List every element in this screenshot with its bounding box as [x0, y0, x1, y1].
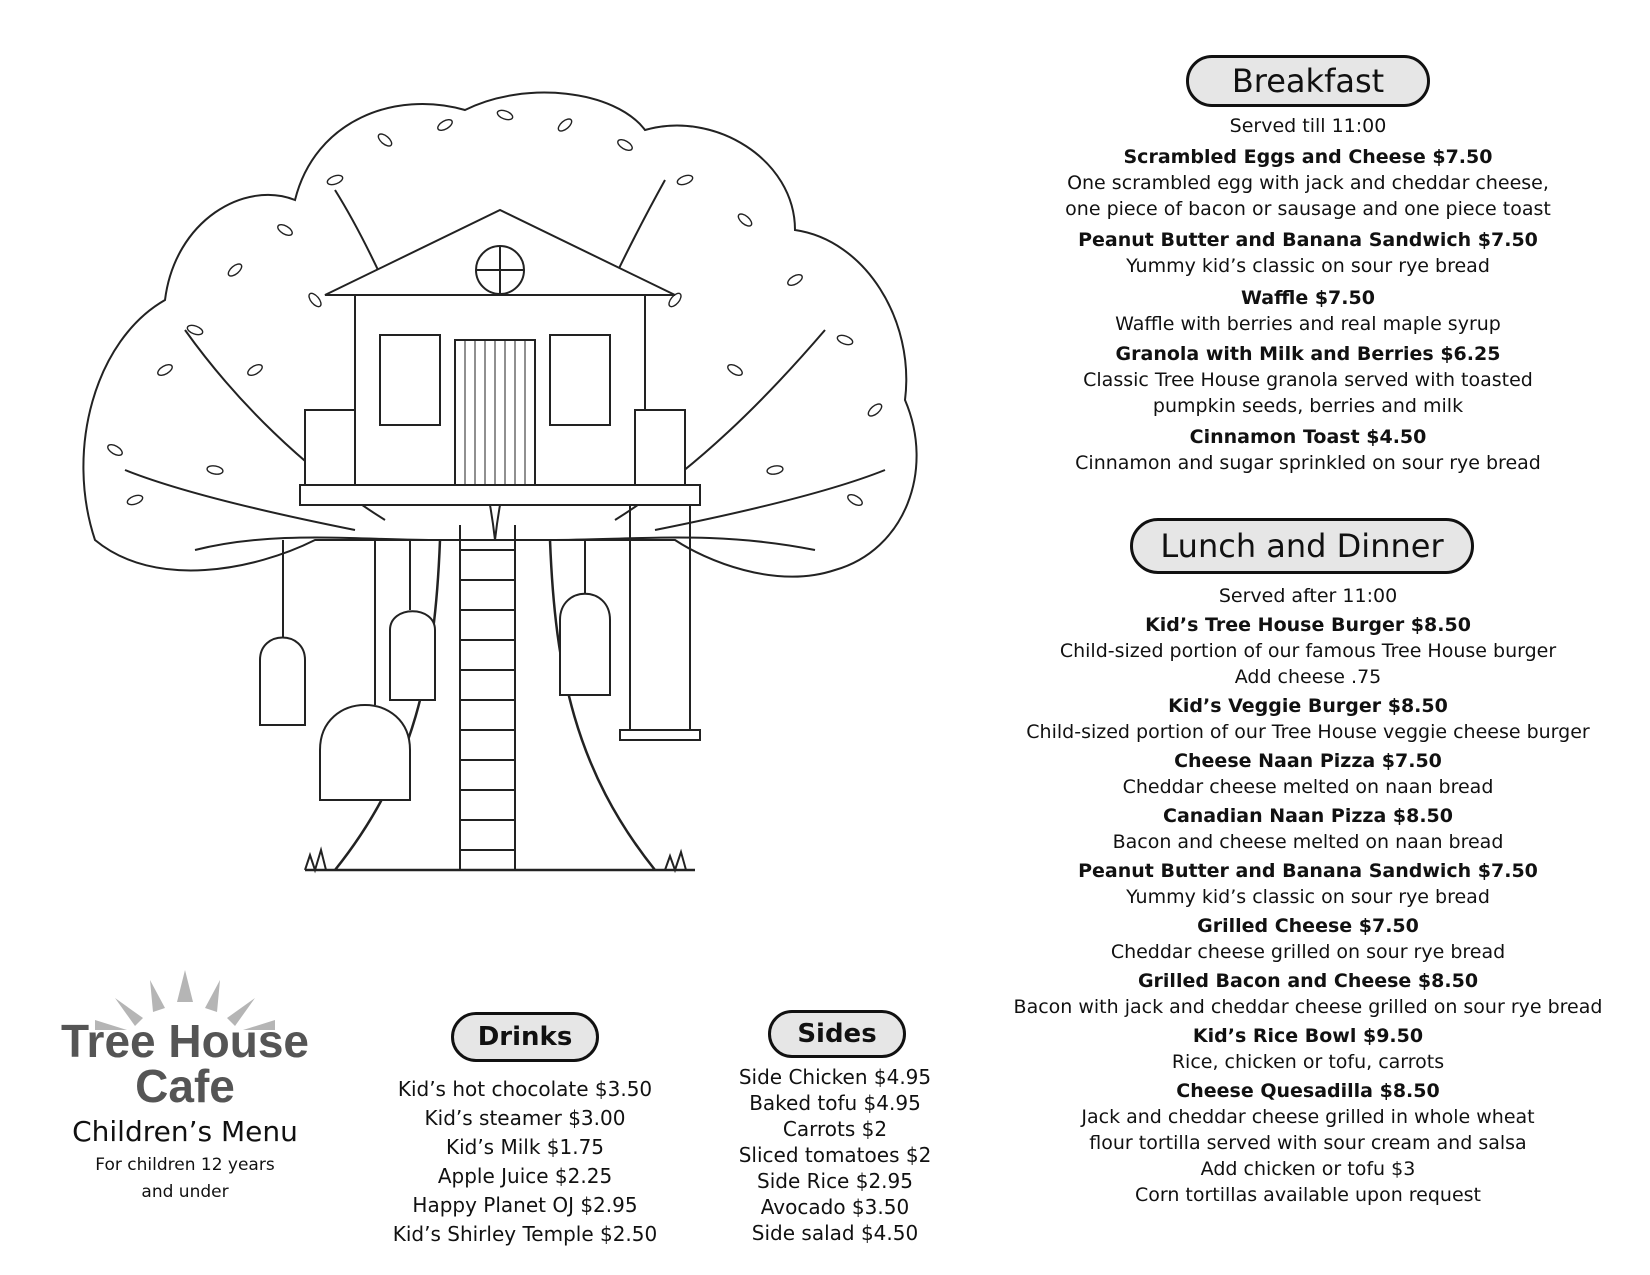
childrens-menu-title: Children’s Menu: [72, 1115, 298, 1148]
item-desc: Waffle with berries and real maple syrup: [1115, 313, 1501, 335]
item-name: Peanut Butter and Banana Sandwich $7.50: [1078, 229, 1538, 251]
lunch-item: [1000, 694, 1616, 745]
breakfast-item: [1000, 286, 1616, 337]
side-item: Avocado $3.50: [760, 1195, 910, 1219]
drink-item: Kid’s Milk $1.75: [445, 1135, 605, 1159]
breakfast-heading-label: Breakfast: [1231, 62, 1385, 100]
birdcages: [260, 540, 610, 800]
sides-list: [690, 1064, 980, 1246]
item-name: Scrambled Eggs and Cheese $7.50: [1123, 146, 1493, 168]
item-desc: Add chicken or tofu $3: [1200, 1158, 1416, 1180]
item-name: Grilled Bacon and Cheese $8.50: [1137, 970, 1479, 992]
breakfast-item: [1000, 228, 1616, 279]
item-name: Kid’s Veggie Burger $8.50: [1168, 695, 1448, 717]
side-item: Side Rice $2.95: [757, 1169, 913, 1193]
item-name: Kid’s Rice Bowl $9.50: [1192, 1025, 1424, 1047]
item-name: Waffle $7.50: [1241, 287, 1375, 309]
item-desc: Child-sized portion of our famous Tree House burger: [1059, 640, 1557, 662]
lunch-item: [1000, 914, 1616, 965]
drink-item: Kid’s hot chocolate $3.50: [397, 1077, 653, 1101]
lunch-dinner-heading-label: Lunch and Dinner: [1160, 527, 1444, 565]
item-desc: Bacon and cheese melted on naan bread: [1112, 831, 1504, 853]
sides-heading: [768, 1010, 906, 1058]
item-desc: Corn tortillas available upon request: [1134, 1184, 1482, 1206]
age-note-line2: and under: [141, 1182, 229, 1202]
lunch-item: [1000, 1079, 1616, 1208]
item-name: Grilled Cheese $7.50: [1197, 915, 1419, 937]
item-desc: Classic Tree House granola served with toasted: [1083, 369, 1533, 391]
item-name: Peanut Butter and Banana Sandwich $7.50: [1078, 860, 1538, 882]
age-note-line1: For children 12 years: [95, 1155, 275, 1175]
sides-heading-label: Sides: [797, 1019, 877, 1049]
lunch-dinner-heading: [1130, 518, 1474, 574]
item-name: Kid’s Tree House Burger $8.50: [1145, 614, 1471, 636]
treehouse-illustration: [55, 70, 935, 940]
item-desc: Bacon with jack and cheddar cheese grilled on sour rye bread: [1013, 996, 1603, 1018]
breakfast-section: [1000, 112, 1616, 476]
lunch-served-note: Served after 11:00: [1218, 585, 1398, 607]
item-desc: Add cheese .75: [1234, 666, 1382, 688]
item-desc: Cheddar cheese melted on naan bread: [1122, 776, 1494, 798]
item-name: Canadian Naan Pizza $8.50: [1163, 805, 1453, 827]
item-name: Cheese Naan Pizza $7.50: [1174, 750, 1442, 772]
side-item: Baked tofu $4.95: [749, 1091, 921, 1115]
item-desc: One scrambled egg with jack and cheddar cheese,: [1067, 172, 1549, 194]
drinks-list: [375, 1075, 675, 1249]
item-desc: one piece of bacon or sausage and one piece toast: [1065, 198, 1551, 220]
item-desc: Cinnamon and sugar sprinkled on sour rye bread: [1075, 452, 1541, 474]
item-desc: Child-sized portion of our Tree House veggie cheese burger: [1026, 721, 1590, 743]
lunch-item: [1000, 804, 1616, 855]
item-name: Granola with Milk and Berries $6.25: [1115, 343, 1501, 365]
treehouse-drawing: [55, 70, 935, 940]
side-item: Carrots $2: [782, 1117, 888, 1141]
item-name: Cheese Quesadilla $8.50: [1176, 1080, 1440, 1102]
drink-item: Apple Juice $2.25: [437, 1164, 613, 1188]
cafe-logo: [35, 970, 335, 1206]
item-desc: Rice, chicken or tofu, carrots: [1171, 1051, 1445, 1073]
item-desc: Yummy kid’s classic on sour rye bread: [1126, 255, 1490, 277]
lunch-item: [1000, 1024, 1616, 1075]
ladder: [460, 525, 515, 870]
side-item: Sliced tomatoes $2: [738, 1143, 932, 1167]
logo-title-line2: Cafe: [135, 1060, 235, 1112]
lunch-dinner-section: [1000, 582, 1616, 1208]
logo-title-line1: Tree House: [61, 1015, 309, 1067]
lunch-item: [1000, 613, 1616, 690]
drinks-heading: [451, 1012, 599, 1062]
breakfast-item: [1000, 425, 1616, 476]
item-desc: Jack and cheddar cheese grilled in whole wheat: [1081, 1106, 1535, 1128]
drink-item: Kid’s Shirley Temple $2.50: [392, 1222, 658, 1246]
breakfast-item: [1000, 145, 1616, 222]
item-name: Cinnamon Toast $4.50: [1189, 426, 1427, 448]
lunch-item: [1000, 859, 1616, 910]
item-desc: flour tortilla served with sour cream and salsa: [1089, 1132, 1527, 1154]
lunch-item: [1000, 969, 1616, 1020]
item-desc: pumpkin seeds, berries and milk: [1152, 395, 1464, 417]
side-item: Side salad $4.50: [751, 1221, 919, 1245]
house: [300, 210, 700, 505]
drink-item: Happy Planet OJ $2.95: [412, 1193, 638, 1217]
drinks-heading-label: Drinks: [477, 1022, 573, 1052]
breakfast-item: [1000, 342, 1616, 419]
lunch-item: [1000, 749, 1616, 800]
drink-item: Kid’s steamer $3.00: [424, 1106, 626, 1130]
breakfast-served-note: Served till 11:00: [1229, 115, 1387, 137]
breakfast-heading: [1186, 55, 1430, 107]
item-desc: Cheddar cheese grilled on sour rye bread: [1110, 941, 1506, 963]
side-item: Side Chicken $4.95: [738, 1065, 932, 1089]
item-desc: Yummy kid’s classic on sour rye bread: [1126, 886, 1490, 908]
